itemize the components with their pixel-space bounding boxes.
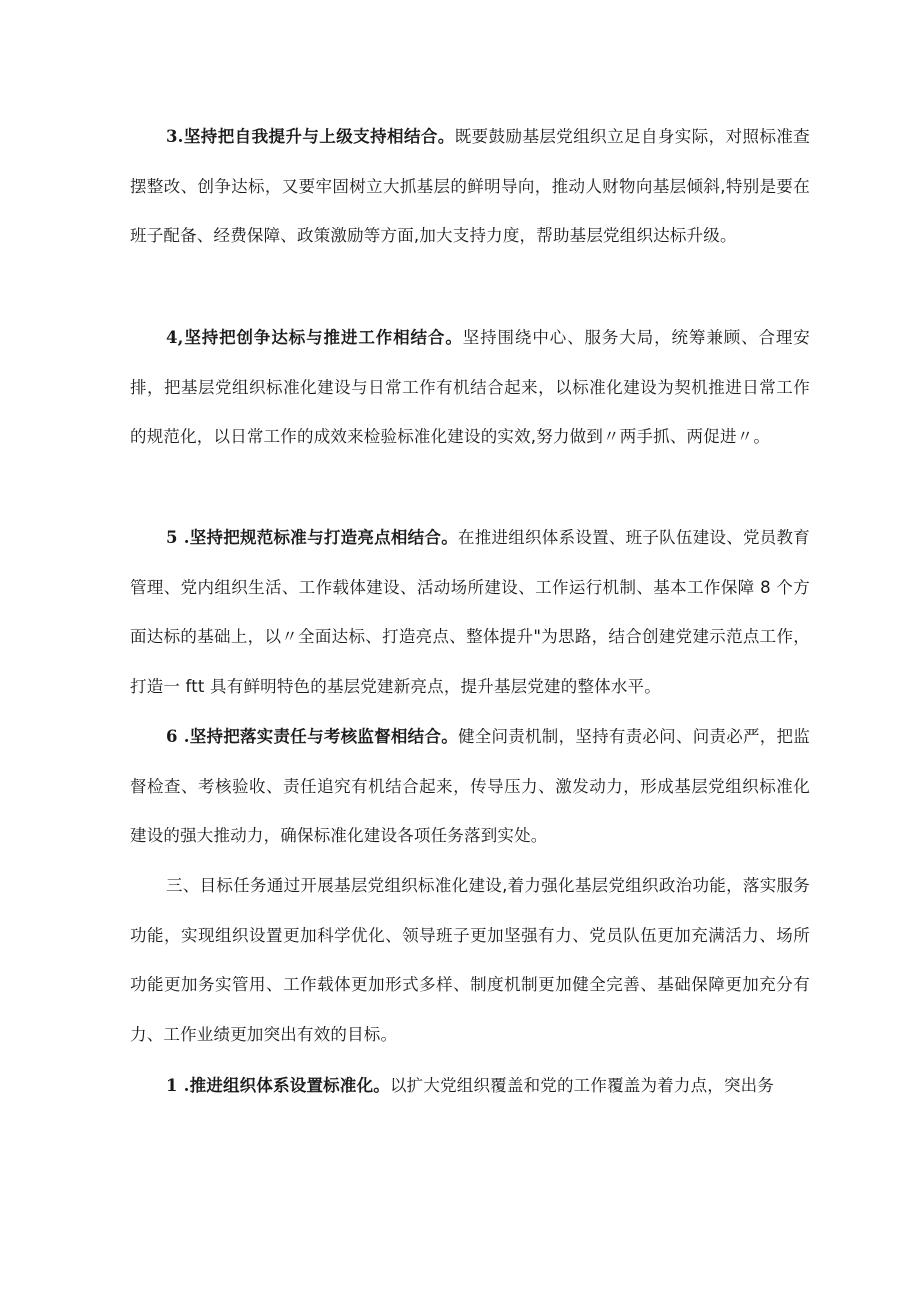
paragraph-section-3-goals	[130, 861, 810, 1059]
paragraph-number: 6 .	[166, 727, 190, 746]
paragraph-number: 4,	[166, 328, 184, 347]
paragraph-principle-5	[130, 513, 810, 711]
paragraph-body: 健全问责机制，坚持有责必问、问责必严，把监督检查、考核验收、责任追究有机结合起来，传导压力、激发动力，形成基层党组织标准化建设的强大推动力，确保标准化建设各项任务落到实处。	[130, 727, 810, 845]
paragraph-heading: 坚持把创争达标与推进工作相结合。	[183, 328, 463, 347]
paragraph-principle-4	[130, 313, 810, 462]
paragraph-heading: 坚持把落实责任与考核监督相结合。	[189, 727, 458, 746]
paragraph-heading: 推进组织体系设置标准化。	[189, 1076, 390, 1095]
paragraph-number: 1 .	[166, 1076, 190, 1095]
paragraph-body: 坚持围绕中心、服务大局，统筹兼顾、合理安排，把基层党组织标准化建设与日常工作有机结合起来，以标准化建设为契机推进日常工作的规范化，以日常工作的成效来检验标准化建设的实效,努力做到〃两手抓、两促进〃。	[130, 328, 811, 446]
paragraph-task-1	[130, 1061, 810, 1111]
paragraph-number: 3.	[166, 127, 184, 146]
paragraph-body: 既要鼓励基层党组织立足自身实际，对照标准查摆整改、创争达标，又要牢固树立大抓基层的鲜明导向，推动人财物向基层倾斜,特别是要在班子配备、经费保障、政策激励等方面,加大支持力度，帮助基层党组织达标升级。	[130, 127, 811, 245]
paragraph-body: 三、目标任务通过开展基层党组织标准化建设,着力强化基层党组织政治功能，落实服务功能，实现组织设置更加科学优化、领导班子更加坚强有力、党员队伍更加充满活力、场所功能更加务实管用、工作载体更加形式多样、制度机制更加健全完善、基础保障更加充分有力、工作业绩更加突出有效的目标。	[130, 876, 810, 1044]
paragraph-body: 以扩大党组织覆盖和党的工作覆盖为着力点，突出务	[389, 1076, 775, 1095]
paragraph-heading: 坚持把自我提升与上级支持相结合。	[183, 127, 455, 146]
paragraph-principle-6	[130, 712, 810, 861]
paragraph-principle-3	[130, 112, 810, 261]
paragraph-body: 在推进组织体系设置、班子队伍建设、党员教育管理、党内组织生活、工作载体建设、活动场所建设、工作运行机制、基本工作保障 8 个方面达标的基础上，以〃全面达标、打造亮点、整体提升"为思路，结合创建党建示范点工作，打造一 ftt 具有鲜明特色的基层党建新亮点，提升基层党建的整体水平。	[130, 528, 810, 696]
paragraph-number: 5 .	[166, 528, 190, 547]
paragraph-heading: 坚持把规范标准与打造亮点相结合。	[189, 528, 458, 547]
